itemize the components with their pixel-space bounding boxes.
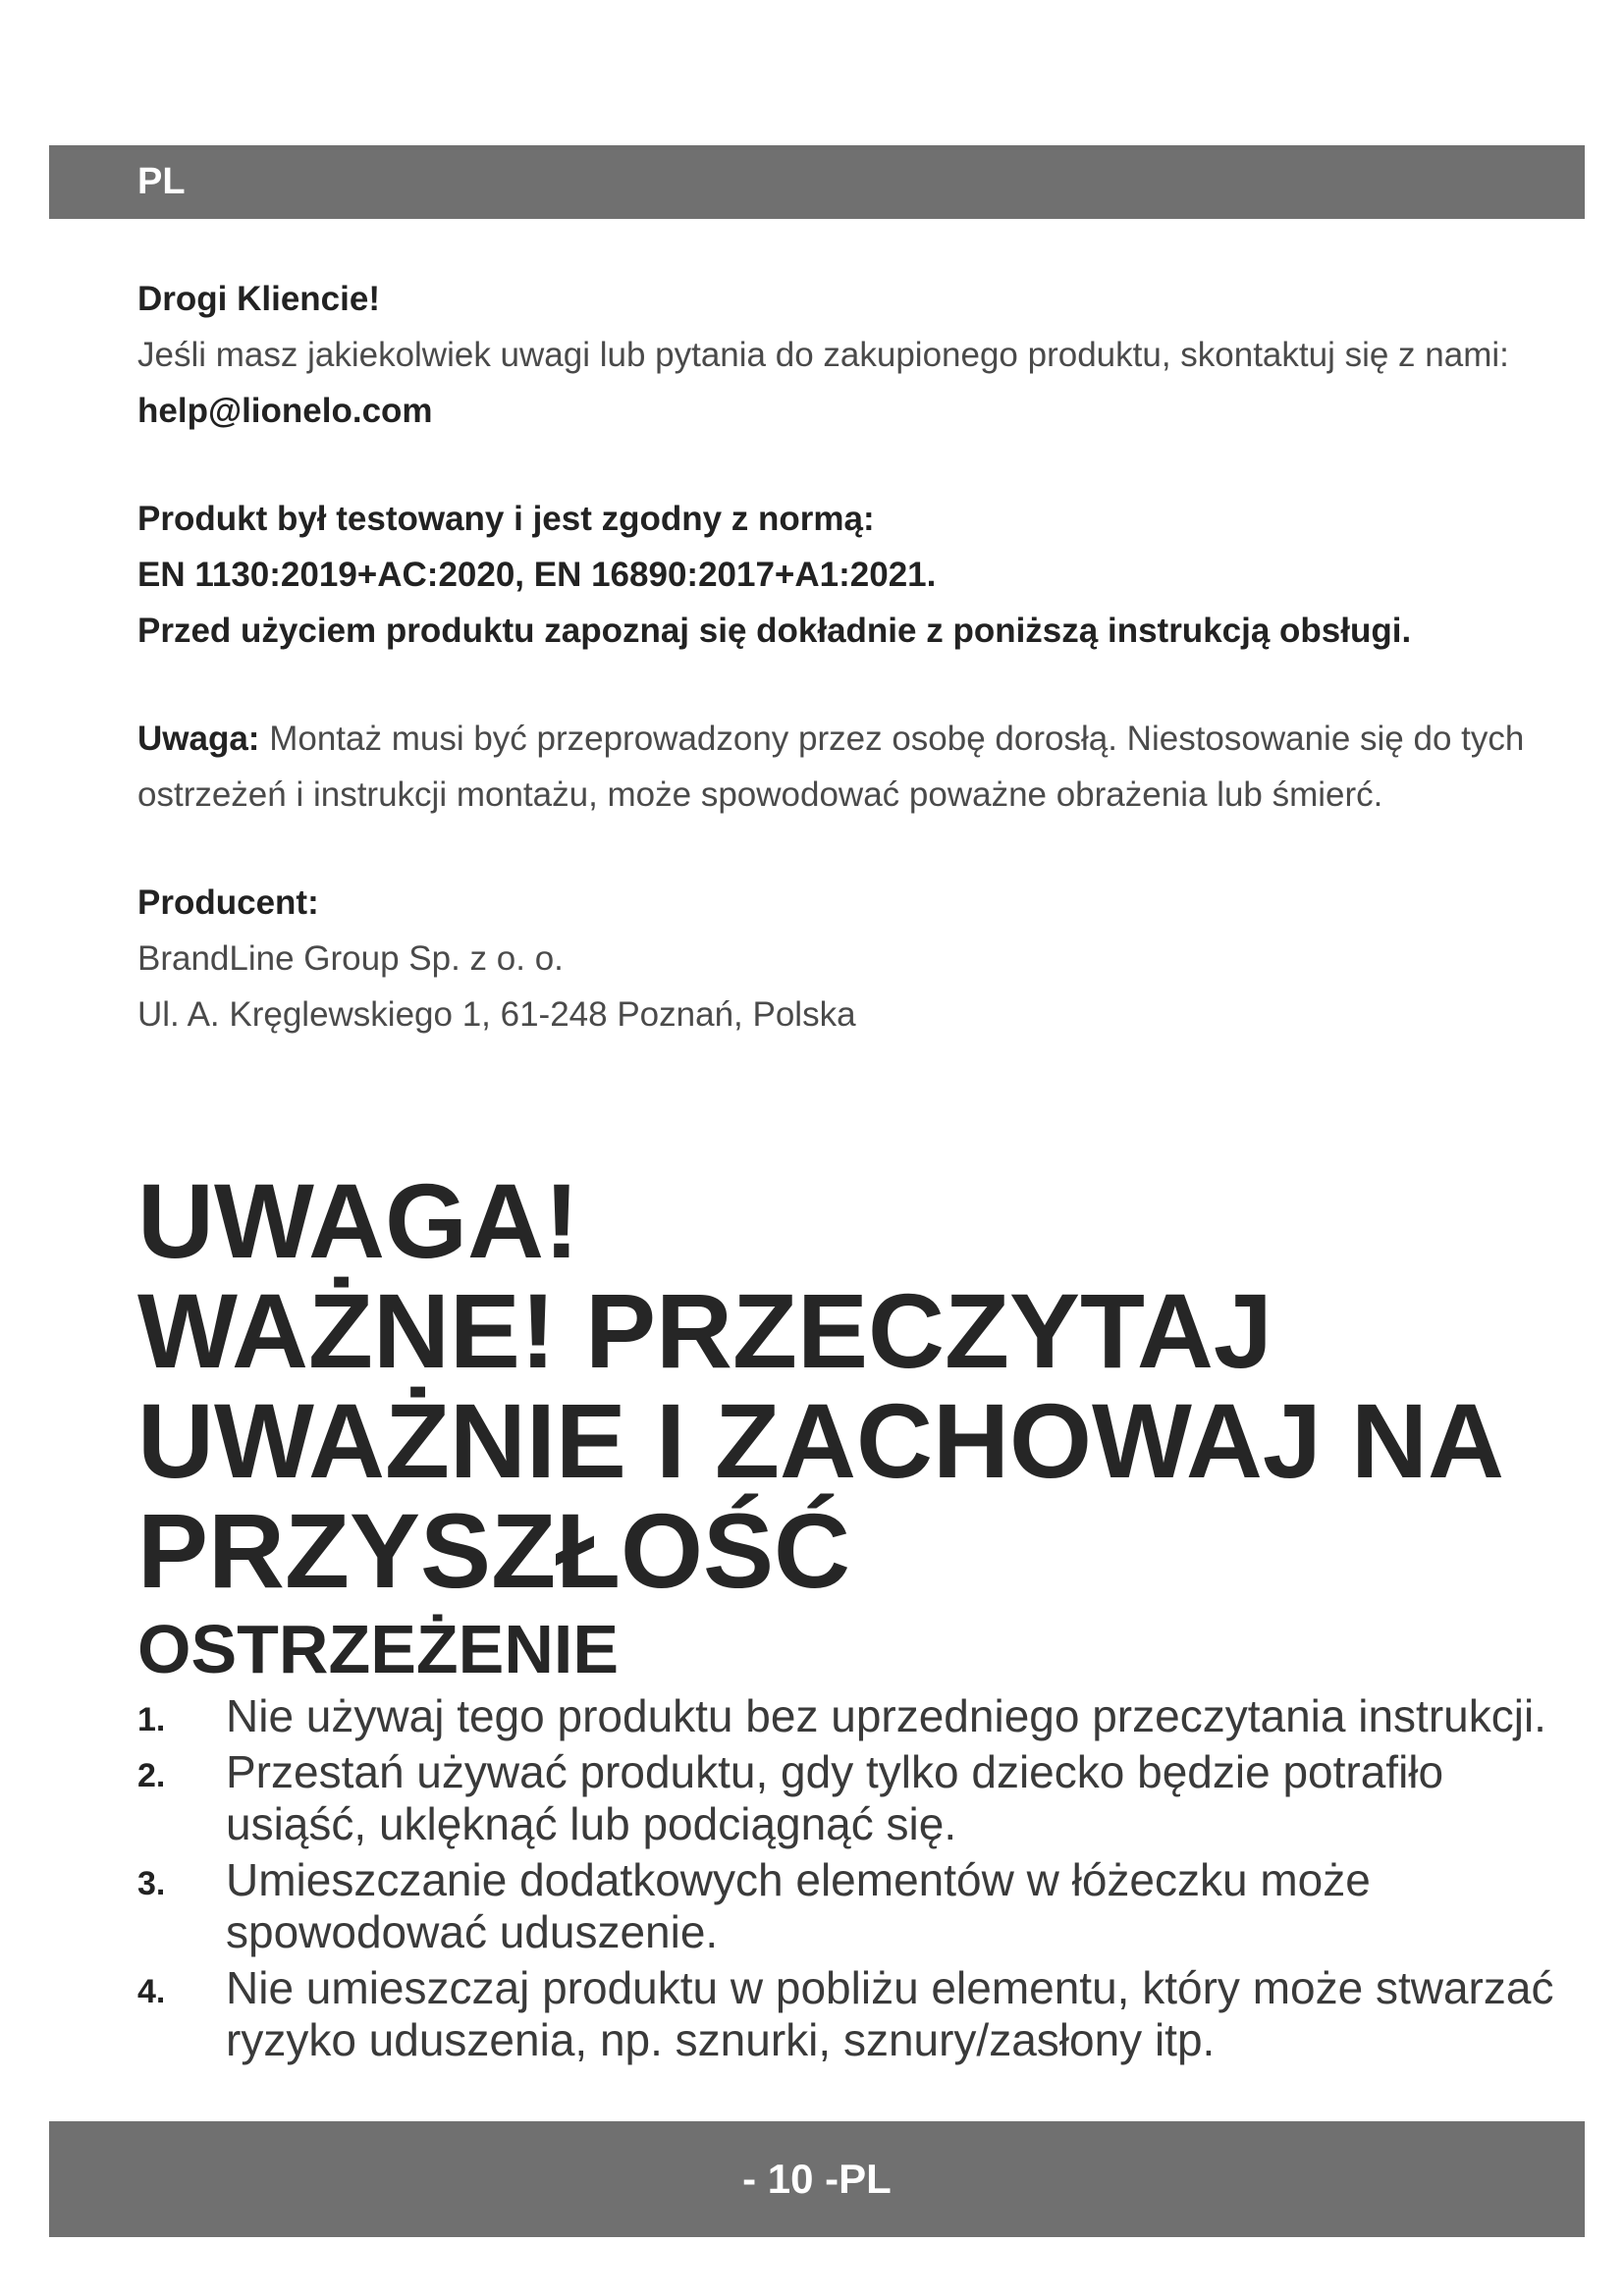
warning-item-number: 3. (137, 1865, 166, 1902)
note-paragraph (137, 711, 1561, 823)
warning-item-number: 2. (137, 1757, 166, 1794)
warning-title: OSTRZEŻENIE (137, 1611, 620, 1687)
warning-item (137, 1854, 1581, 1958)
warning-item-text: Przestań używać produktu, gdy tylko dziecko będzie potrafiło usiąść, uklęknąć lub podciągnąć się. (226, 1746, 1444, 1849)
standards-line-1: Produkt był testowany i jest zgodny z normą: (137, 500, 875, 538)
standards-line-3: Przed użyciem produktu zapoznaj się dokładnie z poniższą instrukcją obsługi. (137, 612, 1412, 650)
producer-paragraph (137, 875, 1561, 1042)
warning-item (137, 1746, 1581, 1850)
greeting: Drogi Kliencie! (137, 280, 380, 318)
warning-item (137, 1690, 1581, 1742)
producer-company: BrandLine Group Sp. z o. o. (137, 939, 564, 978)
intro-content (137, 271, 1561, 1042)
warning-item-text: Nie umieszczaj produktu w pobliżu elementu, który może stwarzać ryzyko uduszenia, np. sznurki, sznury/zasłony itp. (226, 1962, 1554, 2065)
contact-email[interactable]: help@lionelo.com (137, 392, 433, 430)
language-label: PL (137, 161, 186, 202)
producer-address: Ul. A. Kręglewskiego 1, 61-248 Poznań, Polska (137, 995, 856, 1034)
warning-item-number: 4. (137, 1973, 166, 2010)
footer-bar (49, 2121, 1585, 2237)
headline-line-3: UWAŻNIE I ZACHOWAJ NA (137, 1381, 1504, 1500)
warning-list (137, 1690, 1581, 2070)
warning-item-text: Umieszczanie dodatkowych elementów w łóżeczku może spowodować uduszenie. (226, 1854, 1371, 1957)
headline-line-4: PRZYSZŁOŚĆ (137, 1491, 851, 1610)
main-headline (137, 1161, 1571, 1610)
note-text: Montaż musi być przeprowadzony przez osobę dorosłą. Niestosowanie się do tych ostrzeżeń i instrukcji montażu, może spowodować poważne obrażenia lub śmierć. (137, 720, 1525, 814)
note-label: Uwaga: (137, 720, 260, 758)
producer-label: Producent: (137, 883, 319, 922)
header-bar (49, 145, 1585, 219)
contact-text: Jeśli masz jakiekolwiek uwagi lub pytania do zakupionego produktu, skontaktuj się z nami: (137, 336, 1509, 374)
headline-line-1: UWAGA! (137, 1161, 579, 1280)
warning-item (137, 1962, 1581, 2066)
warning-item-text: Nie używaj tego produktu bez uprzedniego przeczytania instrukcji. (226, 1690, 1546, 1741)
greeting-paragraph (137, 271, 1561, 439)
page-number: - 10 -PL (742, 2156, 892, 2202)
warning-item-number: 1. (137, 1701, 166, 1738)
standards-paragraph (137, 491, 1561, 659)
headline-line-2: WAŻNE! PRZECZYTAJ (137, 1271, 1272, 1390)
standards-line-2: EN 1130:2019+AC:2020, EN 16890:2017+A1:2021. (137, 556, 937, 594)
